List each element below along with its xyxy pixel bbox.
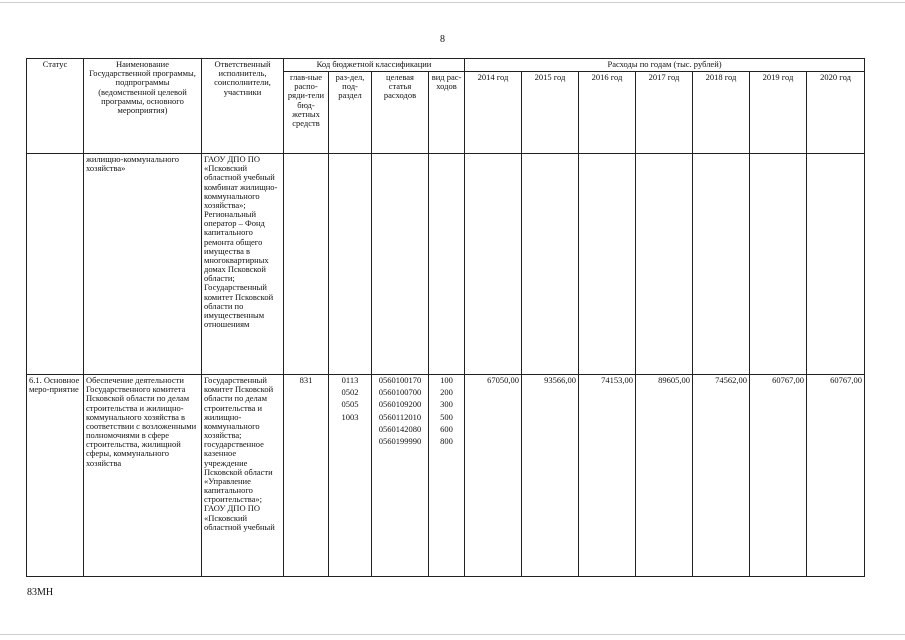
article-code: 0560100700 xyxy=(378,387,422,398)
row-status: 6.1. Основное меро-приятие xyxy=(27,375,84,577)
header-year: 2018 год xyxy=(693,72,750,154)
row-article-codes xyxy=(372,375,429,577)
row-value xyxy=(750,154,807,375)
header-year: 2017 год xyxy=(636,72,693,154)
row-value-2020: 60767,00 xyxy=(807,375,865,577)
type-code: 800 xyxy=(440,435,453,446)
row-value-2018: 74562,00 xyxy=(693,375,750,577)
row-section xyxy=(329,154,372,375)
header-grbs: глав-ные распо-ряди-тели бюд-жетных средств xyxy=(284,72,329,154)
header-year: 2016 год xyxy=(579,72,636,154)
row-value xyxy=(522,154,579,375)
article-code: 0560142080 xyxy=(378,423,422,434)
row-value-2014: 67050,00 xyxy=(465,375,522,577)
row-grbs: 831 xyxy=(284,375,329,577)
article-code: 0560112010 xyxy=(378,411,422,422)
table-row xyxy=(27,375,865,577)
row-responsible: ГАОУ ДПО ПО «Псковский областной учебный комбинат жилищно-коммунального хозяйства»; Региональный оператор – Фонд капитального ремонта общего имущества в многоквартирных домах Псковской области; Государственный комитет Псковской области по имущественным отношениям xyxy=(202,154,284,375)
type-code: 300 xyxy=(440,399,453,410)
scan-edge-bottom xyxy=(0,634,905,635)
row-value xyxy=(636,154,693,375)
row-value-2016: 74153,00 xyxy=(579,375,636,577)
article-code: 0560109200 xyxy=(378,399,422,410)
type-code: 600 xyxy=(440,423,453,434)
header-target-article: целевая статья расходов xyxy=(372,72,429,154)
header-responsible: Ответственный исполнитель, соисполнители, участники xyxy=(202,59,284,154)
header-budget-code: Код бюджетной классификации xyxy=(284,59,465,72)
row-status xyxy=(27,154,84,375)
row-value xyxy=(579,154,636,375)
row-type xyxy=(429,154,465,375)
header-year: 2019 год xyxy=(750,72,807,154)
row-name: Обеспечение деятельности Государственного комитета Псковской области по делам строительства и жилищно-коммунального хозяйства в соответствии с возложенными полномочиями в сфере строительства, жилищной сферы, коммунального хозяйства xyxy=(84,375,202,577)
header-status: Статус xyxy=(27,59,84,154)
scan-edge-top xyxy=(0,2,905,3)
header-year: 2015 год xyxy=(522,72,579,154)
header-name: Наименование Государственной программы, подпрограммы (ведомственной целевой программы, основного мероприятия) xyxy=(84,59,202,154)
header-year: 2020 год xyxy=(807,72,865,154)
row-value xyxy=(807,154,865,375)
row-value-2019: 60767,00 xyxy=(750,375,807,577)
row-value-2015: 93566,00 xyxy=(522,375,579,577)
row-value xyxy=(693,154,750,375)
header-year: 2014 год xyxy=(465,72,522,154)
row-responsible: Государственный комитет Псковской области по делам строительства и жилищно-коммунального хозяйства; государственное казенное учреждение Псковской области «Управление капитального строительства»; ГАОУ ДПО ПО «Псковский областной учебный xyxy=(202,375,284,577)
article-code: 0560199990 xyxy=(378,435,422,446)
section-code: 0502 xyxy=(341,387,359,398)
article-code: 0560100170 xyxy=(378,375,422,385)
section-code: 1003 xyxy=(341,411,359,422)
footer-code: 83МН xyxy=(27,587,54,598)
header-expense-type: вид рас-ходов xyxy=(429,72,465,154)
row-value-2017: 89605,00 xyxy=(636,375,693,577)
type-code: 200 xyxy=(440,387,453,398)
row-grbs xyxy=(284,154,329,375)
type-code: 100 xyxy=(440,375,453,385)
row-type-codes xyxy=(429,375,465,577)
header-expenses: Расходы по годам (тыс. рублей) xyxy=(465,59,865,72)
page-number: 8 xyxy=(440,34,445,45)
table-row xyxy=(27,154,865,375)
row-section-codes xyxy=(329,375,372,577)
row-article xyxy=(372,154,429,375)
budget-table xyxy=(26,58,865,577)
section-code: 0113 xyxy=(341,375,359,385)
header-section: раз-дел, под-раздел xyxy=(329,72,372,154)
row-name: жилищно-коммунального хозяйства» xyxy=(84,154,202,375)
row-value xyxy=(465,154,522,375)
type-code: 500 xyxy=(440,411,453,422)
section-code: 0505 xyxy=(341,399,359,410)
